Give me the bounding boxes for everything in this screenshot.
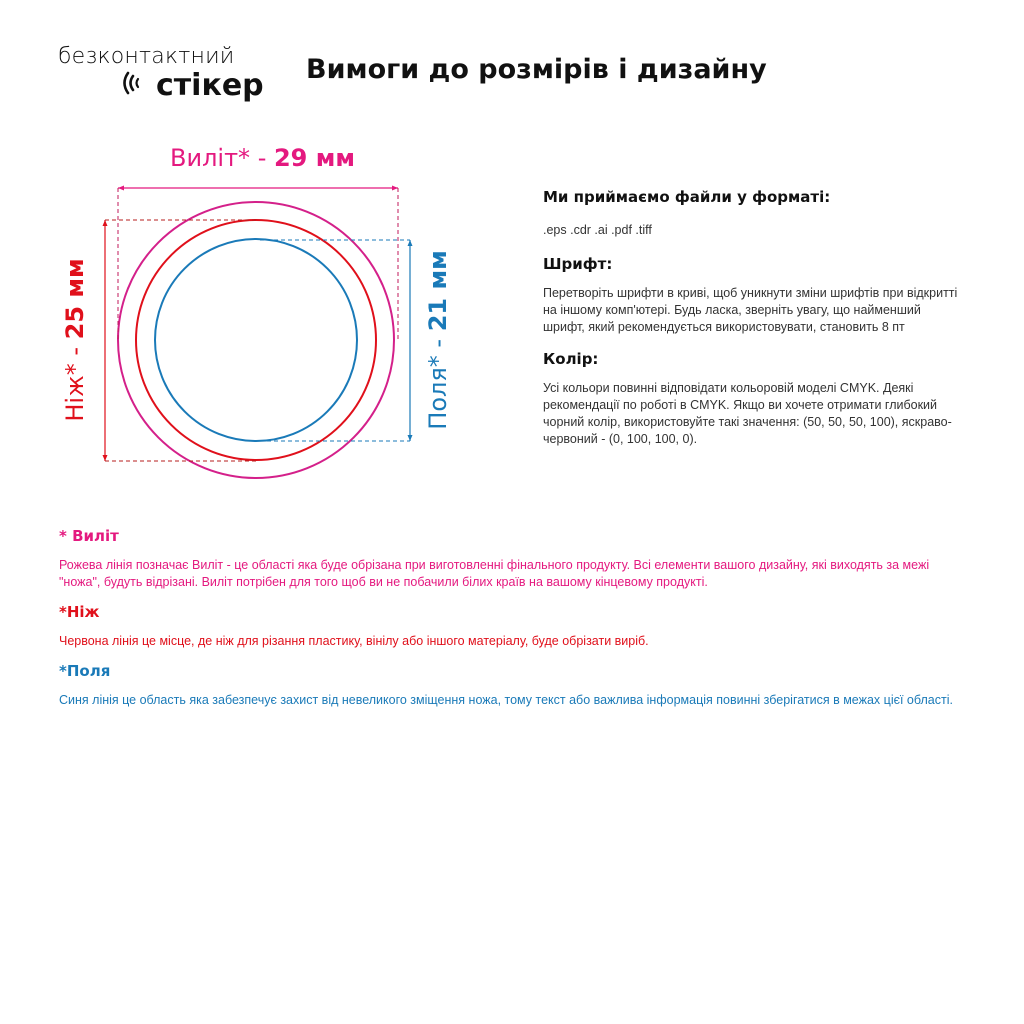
- bleed-label-separator: -: [250, 144, 274, 172]
- legend-safe-heading: *Поля: [59, 662, 111, 680]
- safe-label-separator: -: [424, 331, 452, 356]
- legend-bleed-text: Рожева лінія позначає Виліт - це області яка буде обрізана при виготовленні фінального продукту. Всі елементи вашого дизайну, які виходять за межі "ножа", будуть відрізані. Виліт потрібен для того щоб ви не побачили білих країв на вашому кінцевому продукті.: [59, 558, 930, 589]
- logo-line-2: стікер: [156, 68, 264, 103]
- requirements-info: [543, 188, 963, 448]
- font-heading: Шрифт:: [543, 255, 613, 273]
- legend-bleed-heading: * Виліт: [59, 527, 119, 545]
- bleed-size-label: [170, 144, 355, 172]
- safe-zone-size-label: [424, 250, 452, 429]
- legend-knife: [59, 603, 959, 650]
- safe-zone-circle: [155, 239, 357, 441]
- legend-safe-text: Синя лінія це область яка забезпечує захист від невеликого зміщення ножа, тому текст або важлива інформація повинні зберігатися в межах цієї області.: [59, 693, 953, 707]
- knife-circle: [136, 220, 376, 460]
- color-heading: Колір:: [543, 350, 599, 368]
- bleed-circle: [118, 202, 394, 478]
- page-title: Вимоги до розмірів і дизайну: [306, 54, 767, 85]
- legend-safe: [59, 662, 959, 709]
- legend-knife-heading: *Ніж: [59, 603, 100, 621]
- legend-knife-text: Червона лінія це місце, де ніж для різання пластику, вінілу або іншого матеріалу, буде обрізати виріб.: [59, 634, 649, 648]
- legend-bleed: [59, 527, 959, 591]
- logo-line-1: безконтактний: [58, 44, 235, 69]
- knife-label-value: 25 мм: [61, 258, 89, 340]
- safe-label-name: Поля*: [424, 355, 452, 430]
- formats-list: .eps .cdr .ai .pdf .tiff: [543, 223, 652, 237]
- knife-label-separator: -: [61, 339, 89, 364]
- legend: [59, 527, 959, 721]
- font-text: Перетворіть шрифти в криві, щоб уникнути зміни шрифтів при відкритті на іншому комп'ютері. Будь ласка, зверніть увагу, що найменший шрифт, який рекомендується використовувати, становить 8 пт: [543, 286, 958, 334]
- color-text: Усі кольори повинні відповідати кольоровій моделі CMYK. Деякі рекомендації по роботі в CMYK. Якщо ви хочете отримати глибокий чорний колір, використовуйте такі значення: (50, 50, 50, 100), яскраво-червоний - (0, 100, 100, 0).: [543, 381, 952, 446]
- knife-size-label: [61, 258, 89, 421]
- bleed-label-value: 29 мм: [273, 144, 355, 172]
- formats-heading: Ми приймаємо файли у форматі:: [543, 188, 831, 206]
- safe-label-value: 21 мм: [424, 250, 452, 332]
- knife-label-name: Ніж*: [61, 363, 89, 422]
- bleed-label-name: Виліт*: [170, 144, 251, 172]
